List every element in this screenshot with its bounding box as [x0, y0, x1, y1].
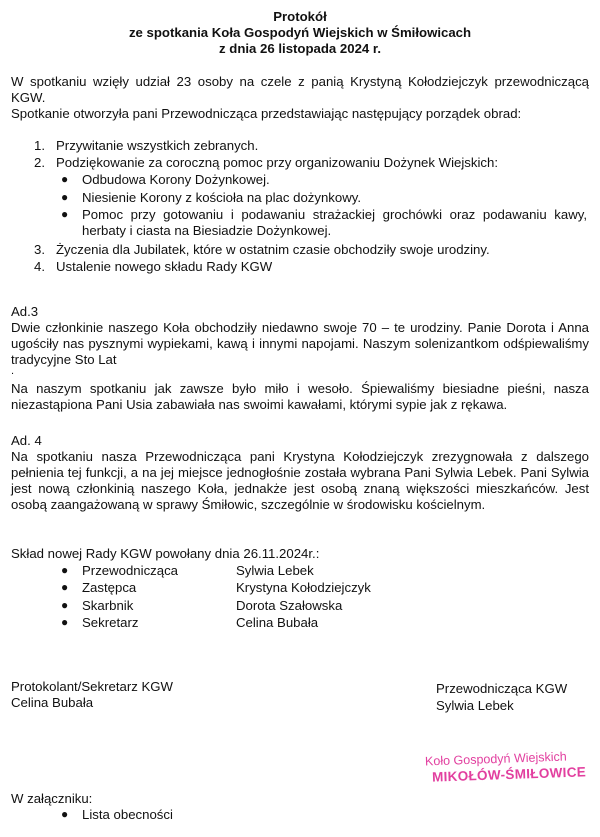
intro-paragraph: W spotkaniu wzięły udział 23 osoby na czele z panią Krystyną Kołodziejczyk przewodniczącą KGW.	[11, 74, 589, 105]
document-subtitle: ze spotkania Koła Gospodyń Wiejskich w Śmiłowicach	[128, 25, 472, 40]
bullet-icon: ●	[61, 807, 69, 821]
attachment-item: Lista obecności	[82, 807, 173, 822]
stamp-line-1: Koło Gospodyń Wiejskich	[424, 749, 567, 769]
agenda-number: 1.	[34, 138, 45, 153]
ad3-paragraph: Dwie członkinie naszego Koła obchodziły niedawno swoje 70 – te urodziny. Panie Dorota i Anna ugościły nas pysznymi wypiekami, kawą i innymi napojami. Naszym solenizantkom odśpiewaliśmy tradycyjne Sto Lat	[11, 320, 589, 367]
ad4-paragraph: Na spotkaniu nasza Przewodnicząca pani Krystyna Kołodziejczyk zrezygnowała z dalszego pełnienia tej funkcji, a na jej miejsce jednogłośnie została wybrana Pani Sylwia Lebek. Pani Sylwia jest nową członkinią naszego Koła, jednakże jest osobą znaną większości mieszkańców. Jest osobą zaangażowaną w sprawy Śmiłowic, szczególnie w środowisku kościelnym.	[11, 449, 589, 512]
signature-right-role: Przewodnicząca KGW	[436, 681, 568, 696]
bullet-icon: ●	[61, 563, 69, 577]
agenda-item: Życzenia dla Jubilatek, które w ostatnim czasie obchodziły swoje urodziny.	[56, 242, 490, 257]
bullet-icon: ●	[61, 615, 69, 629]
section-heading-ad4: Ad. 4	[11, 433, 42, 448]
bullet-icon: ●	[61, 580, 69, 594]
signature-right-name: Sylwia Lebek	[436, 698, 514, 713]
agenda-number: 4.	[34, 259, 45, 274]
bullet-icon: ●	[61, 207, 69, 221]
agenda-subitem: Pomoc przy gotowaniu i podawaniu strażackiej grochówki oraz podawaniu kawy, herbaty i ciasta na Biesiadzie Dożynkowej.	[82, 207, 587, 238]
agenda-item: Ustalenie nowego składu Rady KGW	[56, 259, 273, 274]
attachments-label: W załączniku:	[11, 791, 93, 806]
board-role: Skarbnik	[82, 598, 134, 613]
section-heading-ad3: Ad.3	[11, 304, 39, 319]
board-role: Zastępca	[82, 580, 137, 595]
intro-agenda-lead: Spotkanie otworzyła pani Przewodnicząca przedstawiając następujący porządek obrad:	[11, 106, 522, 121]
board-name: Sylwia Lebek	[236, 563, 314, 578]
agenda-item: Podziękowanie za coroczną pomoc przy organizowaniu Dożynek Wiejskich:	[56, 155, 498, 170]
ad3-dot: .	[11, 365, 15, 377]
board-name: Celina Bubała	[236, 615, 319, 630]
document-date: z dnia 26 listopada 2024 r.	[219, 41, 381, 56]
board-name: Krystyna Kołodziejczyk	[236, 580, 371, 595]
agenda-number: 3.	[34, 242, 45, 257]
bullet-icon: ●	[61, 190, 69, 204]
signature-left-name: Celina Bubała	[11, 695, 94, 710]
agenda-number: 2.	[34, 155, 45, 170]
stamp-line-2: MIKOŁÓW-ŚMIŁOWICE	[431, 764, 587, 785]
board-role: Sekretarz	[82, 615, 139, 630]
ad3-paragraph-2: Na naszym spotkaniu jak zawsze było miło i wesoło. Śpiewaliśmy biesiadne pieśni, nasza niezastąpiona Pani Usia zabawiała nas swoimi kawałami, którymi sypie jak z rękawa.	[11, 381, 589, 412]
board-name: Dorota Szałowska	[236, 598, 343, 613]
board-intro: Skład nowej Rady KGW powołany dnia 26.11.2024r.:	[11, 546, 320, 561]
agenda-item: Przywitanie wszystkich zebranych.	[56, 138, 259, 153]
board-role: Przewodnicząca	[82, 563, 179, 578]
document-title: Protokół	[273, 9, 327, 24]
signature-left-role: Protokolant/Sekretarz KGW	[11, 679, 173, 694]
agenda-subitem: Odbudowa Korony Dożynkowej.	[82, 172, 270, 187]
agenda-subitem: Niesienie Korony z kościoła na plac dożynkowy.	[82, 190, 362, 205]
bullet-icon: ●	[61, 598, 69, 612]
bullet-icon: ●	[61, 172, 69, 186]
